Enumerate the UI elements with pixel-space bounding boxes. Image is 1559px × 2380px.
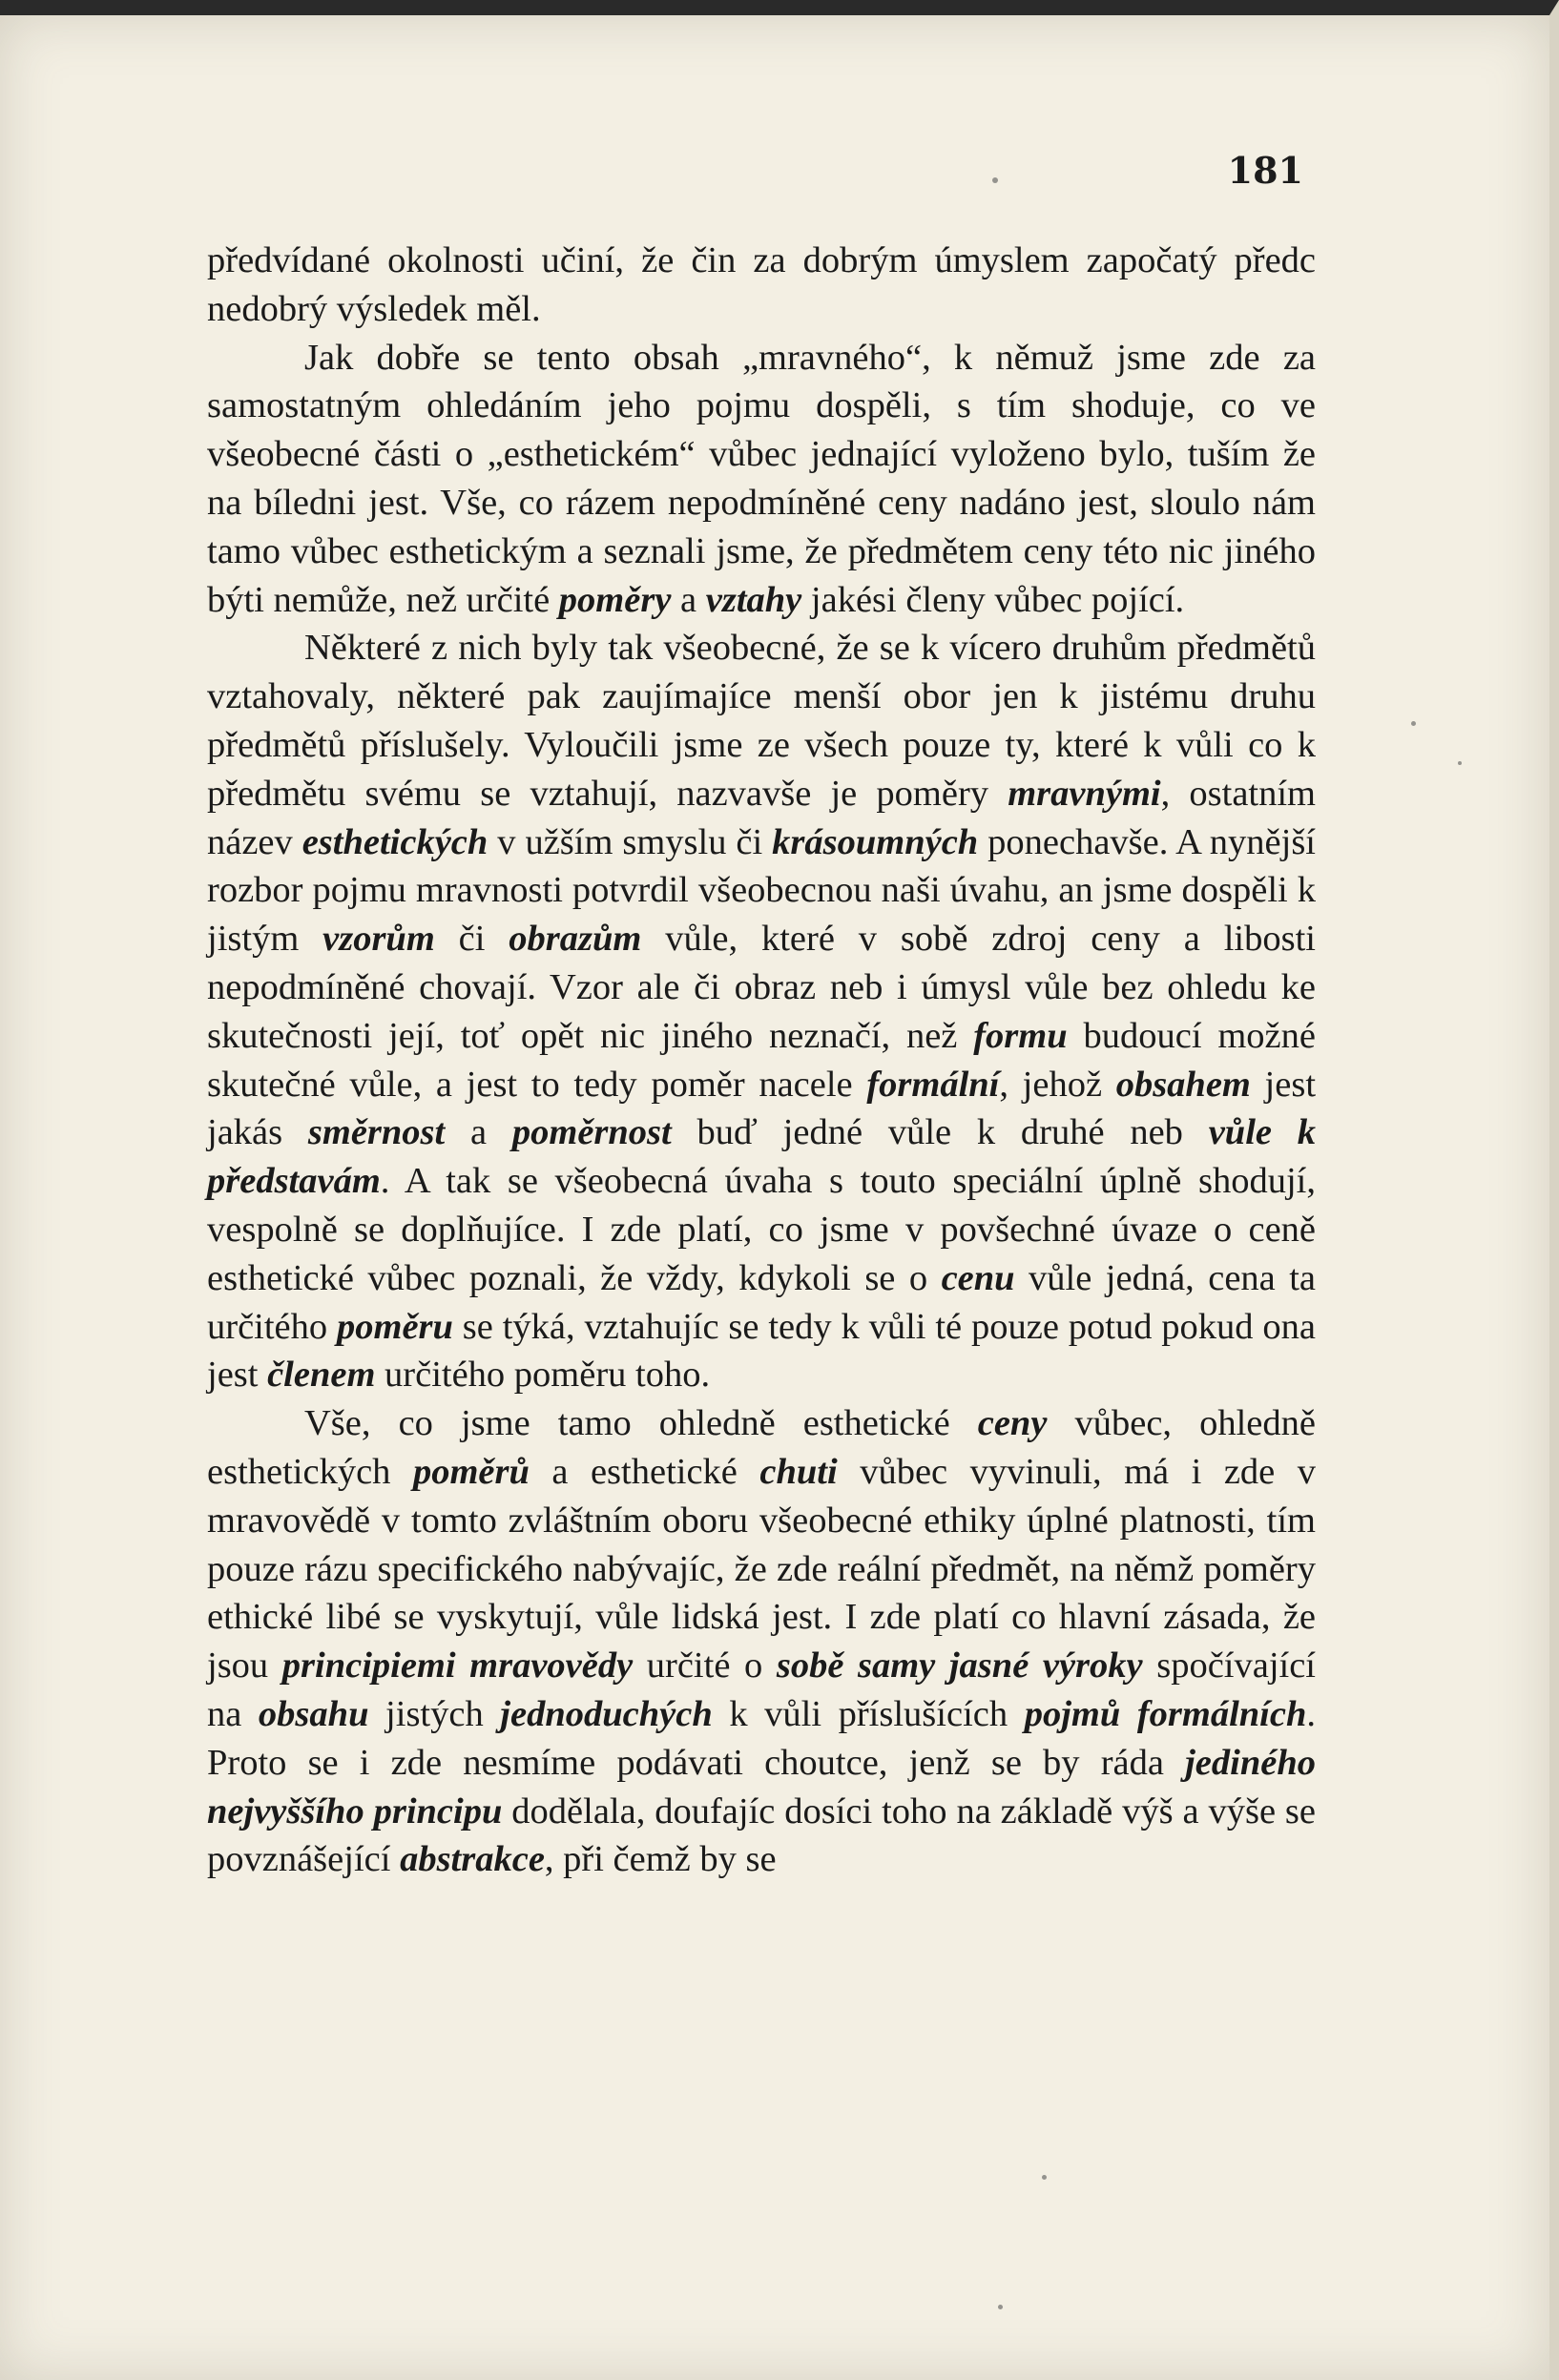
emphasized-text: jednoduchých — [500, 1693, 713, 1734]
text-run: , ostatním název — [207, 773, 1316, 862]
text-run: a esthetické — [529, 1451, 760, 1492]
emphasized-text: sobě samy jasné výroky — [776, 1645, 1143, 1687]
text-run: . Proto se i zde nesmíme podávati choutce, jenž se by ráda — [207, 1693, 1316, 1783]
text-run: a — [671, 579, 706, 620]
emphasized-text: mravnými — [1008, 773, 1161, 814]
text-run: Vše, co jsme tamo ohledně esthetické — [304, 1403, 978, 1444]
text-run: vůle jedná, cena ta určitého — [207, 1257, 1316, 1347]
emphasized-text: obsahu — [258, 1693, 369, 1734]
emphasized-text: poměrů — [412, 1451, 530, 1492]
text-run: určitého poměru toho. — [375, 1355, 711, 1396]
emphasized-text: esthetických — [301, 821, 488, 862]
print-speck — [1411, 721, 1416, 726]
emphasized-text: vztahy — [705, 579, 802, 620]
emphasized-text: poměry — [558, 579, 672, 620]
text-run: , jehož — [999, 1064, 1116, 1105]
text-run: a — [445, 1112, 512, 1153]
text-run: k vůli příslušících — [712, 1693, 1025, 1734]
text-run: vůle, které v sobě zdroj ceny a libosti nepodmíněné chovají. Vzor ale či obraz neb i úmysl vůle bez ohledu ke skutečnosti její, toť opět nic jiného neznačí, než — [207, 919, 1316, 1056]
emphasized-text: vzorům — [322, 919, 435, 960]
body-text — [207, 237, 1316, 1884]
text-run: spočívající na — [207, 1645, 1316, 1734]
print-speck — [992, 177, 998, 183]
paragraph — [207, 624, 1316, 1399]
text-run: či — [434, 919, 509, 960]
emphasized-text: členem — [267, 1355, 376, 1396]
emphasized-text: chuti — [759, 1451, 838, 1492]
text-run: vůbec, ohledně esthetických — [207, 1403, 1316, 1492]
text-run: Některé z nich byly tak všeobecné, že se k vícero druhům předmětů vztahovaly, některé pak zaujímajíce menší obor jen k jistému druhu předmětů příslušely. Vyloučili jsme ze všech pouze ty, které k vůli co k předmětu svému se vztahují, nazvavše je poměry — [207, 628, 1316, 814]
text-run: dodělala, doufajíc dosíci toho na základě výš a výše se povznášející — [207, 1790, 1317, 1880]
emphasized-text: abstrakce — [400, 1839, 545, 1880]
text-run: vůbec vyvinuli, má i zde v mravovědě v tomto zvláštním oboru všeobecné ethiky úplné platnosti, tím pouze rázu specifického nabývajíc, že zde reální předmět, na němž poměry ethické libé se vyskytují, vůle lidská jest. I zde platí co hlavní zásada, že jsou — [207, 1451, 1316, 1687]
text-run: . A tak se všeobecná úvaha s touto speciální úplně shodují, vespolně se doplňujíce. I zde platí, co jsme v povšechné úvaze o ceně esthetické vůbec poznali, že vždy, kdykoli se o — [207, 1161, 1316, 1298]
text-run: buď jedné vůle k druhé neb — [671, 1112, 1209, 1153]
text-run: určité o — [633, 1645, 777, 1687]
paragraph — [207, 334, 1316, 625]
emphasized-text: vůle k představám — [207, 1112, 1317, 1202]
emphasized-text: pojmů formálních — [1024, 1693, 1307, 1734]
paragraph — [207, 1399, 1316, 1884]
emphasized-text: ceny — [977, 1403, 1048, 1444]
text-run: jest jakás — [207, 1064, 1317, 1153]
emphasized-text: poměrnost — [511, 1112, 672, 1153]
emphasized-text: formální — [866, 1064, 1000, 1105]
emphasized-text: krásoumných — [772, 821, 979, 862]
emphasized-text: formu — [973, 1015, 1068, 1056]
text-run: se týká, vztahujíc se tedy k vůli té pouze potud pokud ona jest — [207, 1306, 1316, 1396]
text-run: předvídané okolnosti učiní, že čin za dobrým úmyslem započatý předc nedobrý výsledek měl. — [207, 240, 1316, 329]
text-run: , při čemž by se — [544, 1839, 777, 1880]
emphasized-text: cenu — [941, 1257, 1015, 1298]
emphasized-text: principiemi mravovědy — [281, 1645, 634, 1687]
page-number: 181 — [1227, 149, 1303, 192]
text-run: jistých — [368, 1693, 501, 1734]
text-run: ponechavše. A nynější rozbor pojmu mravnosti potvrdil všeobecnou naši úvahu, an jsme dospěli k jistým — [207, 821, 1317, 960]
print-speck — [1458, 761, 1462, 765]
text-run: jakési členy vůbec pojící. — [801, 579, 1185, 620]
print-speck — [998, 2305, 1003, 2309]
emphasized-text: směrnost — [307, 1112, 446, 1153]
emphasized-text: obsahem — [1115, 1064, 1251, 1105]
text-run: v užším smyslu či — [488, 821, 773, 862]
text-run: budoucí možné skutečné vůle, a jest to tedy poměr nacele — [207, 1015, 1316, 1105]
emphasized-text: obrazům — [509, 919, 642, 960]
emphasized-text: poměru — [337, 1306, 453, 1347]
emphasized-text: jediného nejvyššího principu — [207, 1742, 1316, 1832]
text-run: Jak dobře se tento obsah „mravného“, k němuž jsme zde za samostatným ohledáním jeho pojmu dospěli, s tím shoduje, co ve všeobecné části o „esthetickém“ vůbec jednající vyloženo bylo, tuším že na bíledni jest. Vše, co rázem nepodmíněné ceny nadáno jest, sloulo nám tamo vůbec esthetickým a seznali jsme, že předmětem ceny této nic jiného býti nemůže, než určité — [207, 337, 1316, 620]
print-speck — [1042, 2175, 1047, 2180]
paragraph — [207, 237, 1316, 334]
